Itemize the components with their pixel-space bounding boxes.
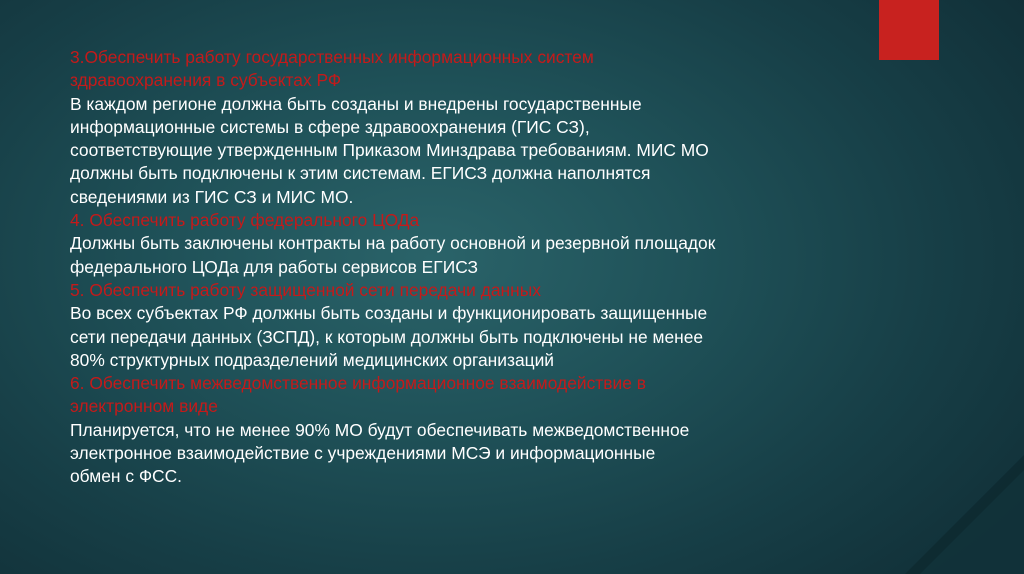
- body-line: Во всех субъектах РФ должны быть созданы и функционировать защищенные: [70, 303, 708, 324]
- heading-line: 6. Обеспечить межведомственное информационное взаимодействие в: [70, 373, 646, 394]
- accent-red-bar: [879, 0, 939, 60]
- section-heading: [70, 209, 860, 232]
- section-5: [70, 279, 860, 372]
- heading-line: здравоохранения в субъектах РФ: [70, 70, 342, 91]
- corner-triangle-shape: [905, 455, 1024, 574]
- body-line: обмен с ФСС.: [70, 466, 183, 487]
- body-line: сети передачи данных (ЗСПД), к которым должны быть подключены не менее: [70, 326, 704, 347]
- section-body: [70, 232, 860, 279]
- section-4: [70, 209, 860, 279]
- section-6: [70, 372, 860, 488]
- heading-line: электронном виде: [70, 396, 218, 417]
- body-line: соответствующие утвержденным Приказом Минздрава требованиям. МИС МО: [70, 140, 709, 161]
- section-heading: [70, 279, 860, 302]
- section-body: [70, 93, 860, 209]
- body-line: Должны быть заключены контракты на работу основной и резервной площадок: [70, 233, 716, 254]
- body-line: информационные системы в сфере здравоохранения (ГИС СЗ),: [70, 116, 590, 137]
- section-heading: [70, 372, 860, 419]
- body-line: федерального ЦОДа для работы сервисов ЕГИСЗ: [70, 256, 479, 277]
- slide-content: [70, 46, 860, 489]
- section-body: [70, 419, 860, 489]
- body-line: должны быть подключены к этим системам. ЕГИСЗ должна наполнятся: [70, 163, 651, 184]
- body-line: 80% структурных подразделений медицинских организаций: [70, 349, 555, 370]
- heading-line: 4. Обеспечить работу федерального ЦОДа: [70, 210, 420, 231]
- body-line: В каждом регионе должна быть созданы и внедрены государственные: [70, 93, 642, 114]
- section-body: [70, 302, 860, 372]
- heading-line: 5. Обеспечить работу защищенной сети передачи данных: [70, 279, 541, 300]
- section-heading: [70, 46, 860, 93]
- section-3: [70, 46, 860, 209]
- heading-line: 3.Обеспечить работу государственных информационных систем: [70, 47, 594, 67]
- body-line: сведениями из ГИС СЗ и МИС МО.: [70, 186, 354, 207]
- corner-triangle-inner-shape: [920, 470, 1024, 574]
- body-line: электронное взаимодействие с учреждениями МСЭ и информационные: [70, 443, 656, 464]
- body-line: Планируется, что не менее 90% МО будут обеспечивать межведомственное: [70, 419, 690, 440]
